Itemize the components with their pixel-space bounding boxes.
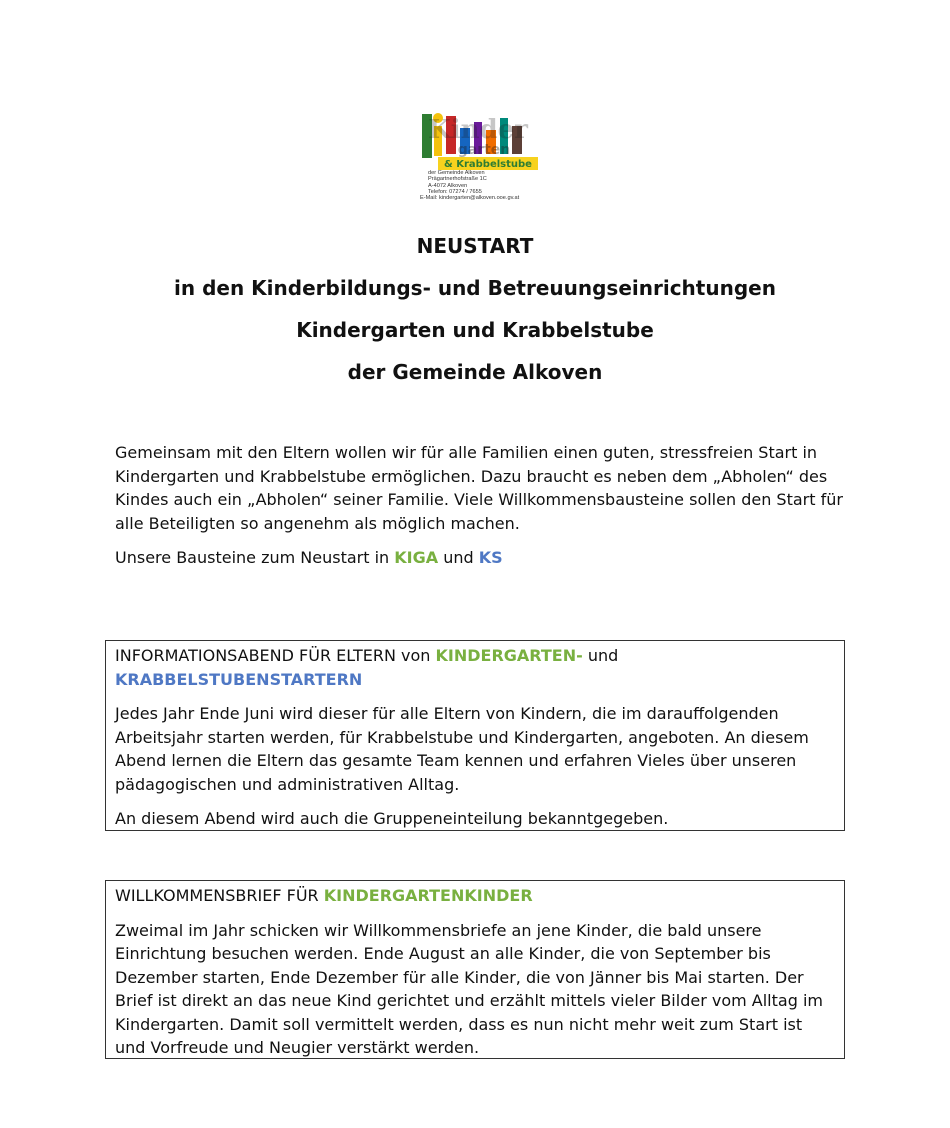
info-heading-krabbelstube: KRABBELSTUBENSTARTERN — [115, 669, 363, 689]
info-heading-kindergarten: KINDERGARTEN- — [435, 646, 583, 665]
info-evening-paragraph: Jedes Jahr Ende Juni wird dieser für alle Eltern von Kindern, die im darauffolgenden Arbeitsjahr starten werden, für Krabbelstube und Kindergarten, angeboten. An diesem Abend lernen die Eltern das gesamte Team kennen und erfahren Vieles über unseren pädagogischen und administrativen Alltag. — [115, 704, 809, 794]
info-evening-group-note: An diesem Abend wird auch die Gruppeneinteilung bekanntgegeben. — [115, 809, 669, 828]
welcome-heading-prefix: WILLKOMMENSBRIEF FÜR — [115, 886, 324, 905]
logo-krabbel-text: & Krabbelstube — [444, 159, 532, 170]
info-evening-box — [105, 640, 845, 831]
title-gemeinde: der Gemeinde Alkoven — [347, 360, 603, 384]
info-evening-heading — [115, 644, 835, 691]
bausteine-line — [115, 546, 850, 570]
logo-address-line: Telefon: 07274 / 7655 — [428, 188, 482, 195]
logo-garten-text: garten — [457, 142, 511, 158]
logo-address-line: Prägartnerhofstraße 1C — [428, 176, 487, 183]
welcome-letter-paragraph: Zweimal im Jahr schicken wir Willkommensbriefe an jene Kinder, die bald unsere Einrichtung besuchen werden. Ende August an alle Kinder, die von September bis Dezember starten, Ende Dezember für alle Kinder, die von Jänner bis Mai starten. Der Brief ist direkt an das neue Kind gerichtet und erzählt mittels vieler Bilder vom Alltag im Kindergarten. Damit soll vermittelt werden, dass es nun nicht mehr weit zum Start ist und Vorfreude und Neugier verstärkt werden. — [115, 920, 823, 1057]
und-text: und — [438, 548, 479, 567]
title-neustart: NEUSTART — [416, 234, 534, 258]
kindergarten-logo — [418, 108, 542, 212]
logo-kinder-text: Kinder — [428, 115, 528, 145]
info-heading-prefix: INFORMATIONSABEND FÜR ELTERN von — [115, 646, 436, 665]
info-heading-und: und — [582, 646, 619, 665]
welcome-letter-heading — [115, 884, 835, 908]
bausteine-prefix: Unsere Bausteine zum Neustart in — [115, 548, 395, 567]
title-kiga-krabbelstube: Kindergarten und Krabbelstube — [296, 318, 654, 342]
title-einrichtungen: in den Kinderbildungs- und Betreuungseinrichtungen — [174, 276, 776, 300]
kiga-label: KIGA — [394, 548, 439, 567]
document-title-block — [0, 232, 950, 400]
logo-address — [420, 170, 542, 201]
intro-section — [115, 441, 850, 570]
logo-address-line: A-4072 Alkoven — [428, 182, 468, 189]
welcome-heading-kindergartenkinder: KINDERGARTENKINDER — [323, 886, 533, 905]
welcome-letter-box — [105, 880, 845, 1059]
intro-paragraph: Gemeinsam mit den Eltern wollen wir für alle Familien einen guten, stressfreien Start in Kindergarten und Krabbelstube ermöglichen. Dazu braucht es neben dem „Abholen“ des Kindes auch ein „Abholen“ seiner Familie. Viele Willkommensbausteine sollen den Start für alle Beteiligten so angenehm als möglich machen. — [115, 443, 843, 533]
logo-address-line: E-Mail: kindergarten@alkoven.ooe.gv.at — [420, 195, 520, 202]
ks-label: KS — [478, 548, 503, 567]
kindergarten-logo-graphic — [418, 108, 542, 172]
logo-address-line: der Gemeinde Alkoven — [428, 170, 485, 176]
